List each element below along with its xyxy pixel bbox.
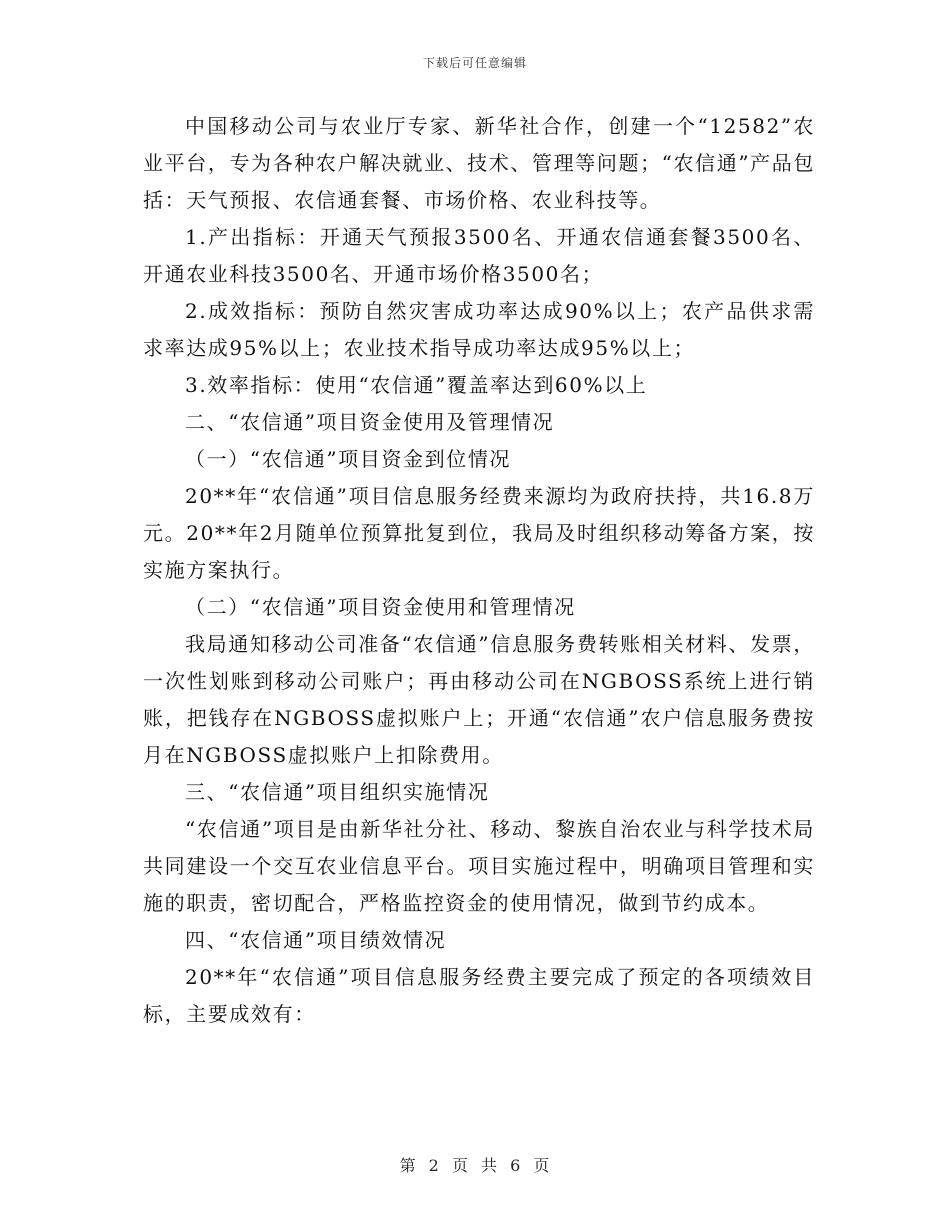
- paragraph-intro: 中国移动公司与农业厅专家、新华社合作，创建一个“12582”农业平台，专为各种农户解决就业、技术、管理等问题；“农信通”产品包括：天气预报、农信通套餐、市场价格、农业科技等。: [143, 114, 815, 212]
- page-number: 第 2 页 共 6 页: [399, 1156, 551, 1175]
- paragraph-effect-indicator: 2.成效指标：预防自然灾害成功率达成90%以上；农产品供求需求率达成95%以上；农业技术指导成功率达成95%以上；: [143, 299, 815, 360]
- paragraph-efficiency-indicator: 3.效率指标：使用“农信通”覆盖率达到60%以上: [185, 373, 648, 397]
- paragraph-funding: 20**年“农信通”项目信息服务经费来源均为政府扶持，共16.8万元。20**年2月随单位预算批复到位，我局及时组织移动筹备方案，按实施方案执行。: [143, 484, 815, 582]
- section-heading-2: 二、“农信通”项目资金使用及管理情况: [185, 410, 555, 434]
- paragraph-output-indicator: 1.产出指标：开通天气预报3500名、开通农信通套餐3500名、开通农业科技3500名、开通市场价格3500名；: [143, 225, 815, 286]
- paragraph-fund-management: 我局通知移动公司准备“农信通”信息服务费转账相关材料、发票，一次性划账到移动公司账户；再由移动公司在NGBOSS系统上进行销账，把钱存在NGBOSS虚拟账户上；开通“农信通”农户信息服务费按月在NGBOSS虚拟账户上扣除费用。: [143, 632, 815, 767]
- subsection-heading-2-1: （一）“农信通”项目资金到位情况: [185, 447, 512, 471]
- section-heading-3: 三、“农信通”项目组织实施情况: [185, 780, 490, 804]
- paragraph-performance: 20**年“农信通”项目信息服务经费主要完成了预定的各项绩效目标，主要成效有：: [143, 965, 815, 1026]
- subsection-heading-2-2: （二）“农信通”项目资金使用和管理情况: [185, 595, 576, 619]
- document-body: [143, 108, 815, 1033]
- section-heading-4: 四、“农信通”项目绩效情况: [185, 928, 447, 952]
- paragraph-implementation: “农信通”项目是由新华社分社、移动、黎族自治农业与科学技术局共同建设一个交互农业信息平台。项目实施过程中，明确项目管理和实施的职责，密切配合，严格监控资金的使用情况，做到节约成本。: [143, 817, 815, 915]
- download-note: 下载后可任意编辑: [422, 56, 527, 70]
